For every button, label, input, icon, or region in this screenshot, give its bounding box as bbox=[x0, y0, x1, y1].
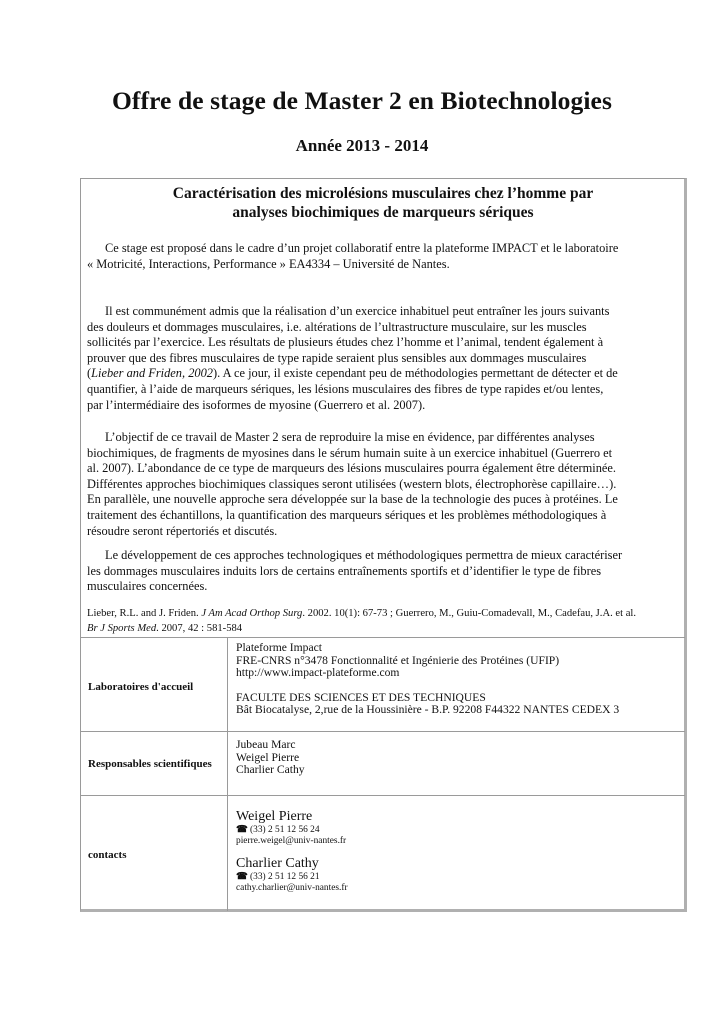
person-name: Weigel Pierre bbox=[236, 750, 300, 764]
subtitle-line: analyses biochimiques de marqueurs sériques bbox=[232, 204, 534, 221]
contact-email[interactable]: cathy.charlier@univ-nantes.fr bbox=[236, 883, 348, 893]
contact-name: Weigel Pierre bbox=[236, 809, 313, 824]
reference-line: Br J Sports Med. 2007, 42 : 581-584 bbox=[87, 622, 243, 634]
subtitle-line: Caractérisation des microlésions musculaires chez l’homme par bbox=[172, 185, 594, 202]
contacts-details bbox=[236, 809, 348, 894]
paragraph-outcome bbox=[87, 548, 679, 595]
paragraph-objective bbox=[87, 430, 679, 539]
lab-line: FRE-CNRS n°3478 Fonctionnalité et Ingénierie des Protéines (UFIP) bbox=[236, 653, 560, 667]
phone-icon: ☎ bbox=[236, 825, 248, 835]
labs-label: Laboratoires d'accueil bbox=[88, 681, 194, 693]
text-line: prouver que des fibres musculaires de type rapide seraient plus sensibles aux dommages musculaires bbox=[87, 350, 587, 365]
contact-email[interactable]: pierre.weigel@univ-nantes.fr bbox=[236, 836, 347, 846]
reference-line: Lieber, R.L. and J. Friden. J Am Acad Orthop Surg. 2002. 10(1): 67-73 ; Guerrero, M., Guiu-Comadevall, M., Cadefau, J.A. et al. bbox=[87, 608, 636, 619]
offer-frame bbox=[80, 178, 687, 912]
academic-year: Année 2013 - 2014 bbox=[295, 136, 429, 155]
text-line: traitement des échantillons, la quantification des marqueurs sériques et les problèmes méthodologiques à bbox=[87, 507, 607, 522]
text-line: al. 2007). L’abondance de ce type de marqueurs des lésions musculaires pourra également être déterminée. bbox=[87, 461, 617, 476]
contact-phone: ☎ (33) 2 51 12 56 21 bbox=[236, 872, 320, 882]
text-line: biochimiques, de fragments de myosines dans le sérum humain suite à un exercice inhabituel (Guerrero et bbox=[87, 445, 613, 460]
contacts-label: contacts bbox=[88, 849, 127, 861]
responsables-names bbox=[236, 739, 305, 777]
text-line: des douleurs et dommages musculaires, i.e. altérations de l’ultrastructure musculaire, sur les muscles bbox=[87, 319, 587, 334]
contact-name: Charlier Cathy bbox=[236, 856, 319, 871]
table-row-labs bbox=[81, 637, 685, 731]
contact-phone: ☎ (33) 2 51 12 56 24 bbox=[236, 825, 320, 835]
paragraph-context bbox=[87, 241, 679, 272]
text-line: Il est communément admis que la réalisation d’un exercice inhabituel peut entraîner les jours suivants bbox=[105, 304, 610, 318]
labs-details bbox=[236, 642, 619, 717]
text-line: résoudre seront répertoriés et discutés. bbox=[87, 523, 278, 538]
text-line: sollicités par l’exercice. Les résultats de plusieurs études chez l’homme et l’animal, tendent également à bbox=[87, 335, 604, 350]
responsables-label: Responsables scientifiques bbox=[88, 758, 212, 770]
person-name: Charlier Cathy bbox=[236, 763, 305, 776]
text-line: (Lieber and Friden, 2002). A ce jour, il existe cependant peu de méthodologies permettant de détecter et de bbox=[87, 366, 618, 381]
paragraph-background bbox=[87, 304, 679, 413]
table-row-responsables bbox=[81, 731, 685, 795]
references bbox=[87, 607, 679, 636]
row-label-cell bbox=[81, 732, 228, 795]
text-line: par l’intermédiaire des isoformes de myosine (Guerrero et al. 2007). bbox=[87, 397, 426, 412]
text-line: Différentes approches biochimiques classiques seront utilisées (western blots, électrophorèse capillaire…). bbox=[87, 476, 617, 491]
row-label-cell bbox=[81, 638, 228, 731]
text-line: les dommages musculaires induits lors de certains entraînements sportifs et d’identifier le type de fibres bbox=[87, 563, 602, 578]
text-line: En parallèle, une nouvelle approche sera développée sur la base de la technologie des puces à protéines. Le bbox=[87, 492, 618, 507]
citation-italic: Lieber and Friden, 2002 bbox=[91, 366, 213, 381]
text-line: Ce stage est proposé dans le cadre d’un projet collaboratif entre la plateforme IMPACT et le laboratoire bbox=[105, 241, 619, 255]
row-label-cell bbox=[81, 796, 228, 911]
lab-line: Plateforme Impact bbox=[236, 641, 322, 654]
lab-line[interactable]: http://www.impact-plateforme.com bbox=[236, 666, 400, 679]
offer-subtitle bbox=[81, 184, 685, 222]
lab-line: Bât Biocatalyse, 2,rue de la Houssinière - B.P. 92208 F44322 NANTES CEDEX 3 bbox=[236, 703, 620, 716]
text-line: « Motricité, Interactions, Performance » EA4334 – Université de Nantes. bbox=[87, 256, 450, 271]
lab-line: FACULTE DES SCIENCES ET DES TECHNIQUES bbox=[236, 690, 486, 704]
text-line: musculaires concernées. bbox=[87, 579, 208, 594]
table-row-contacts bbox=[81, 795, 685, 911]
person-name: Jubeau Marc bbox=[236, 738, 296, 751]
page-title: Offre de stage de Master 2 en Biotechnologies bbox=[111, 86, 612, 115]
text-line: L’objectif de ce travail de Master 2 sera de reproduire la mise en évidence, par différentes analyses bbox=[105, 430, 595, 444]
text-line: quantifier, à l’aide de marqueurs sériques, les lésions musculaires des fibres de type rapides et/ou lentes, bbox=[87, 381, 604, 396]
phone-icon: ☎ bbox=[236, 872, 248, 882]
text-line: Le développement de ces approches technologiques et méthodologiques permettra de mieux caractériser bbox=[105, 548, 623, 562]
